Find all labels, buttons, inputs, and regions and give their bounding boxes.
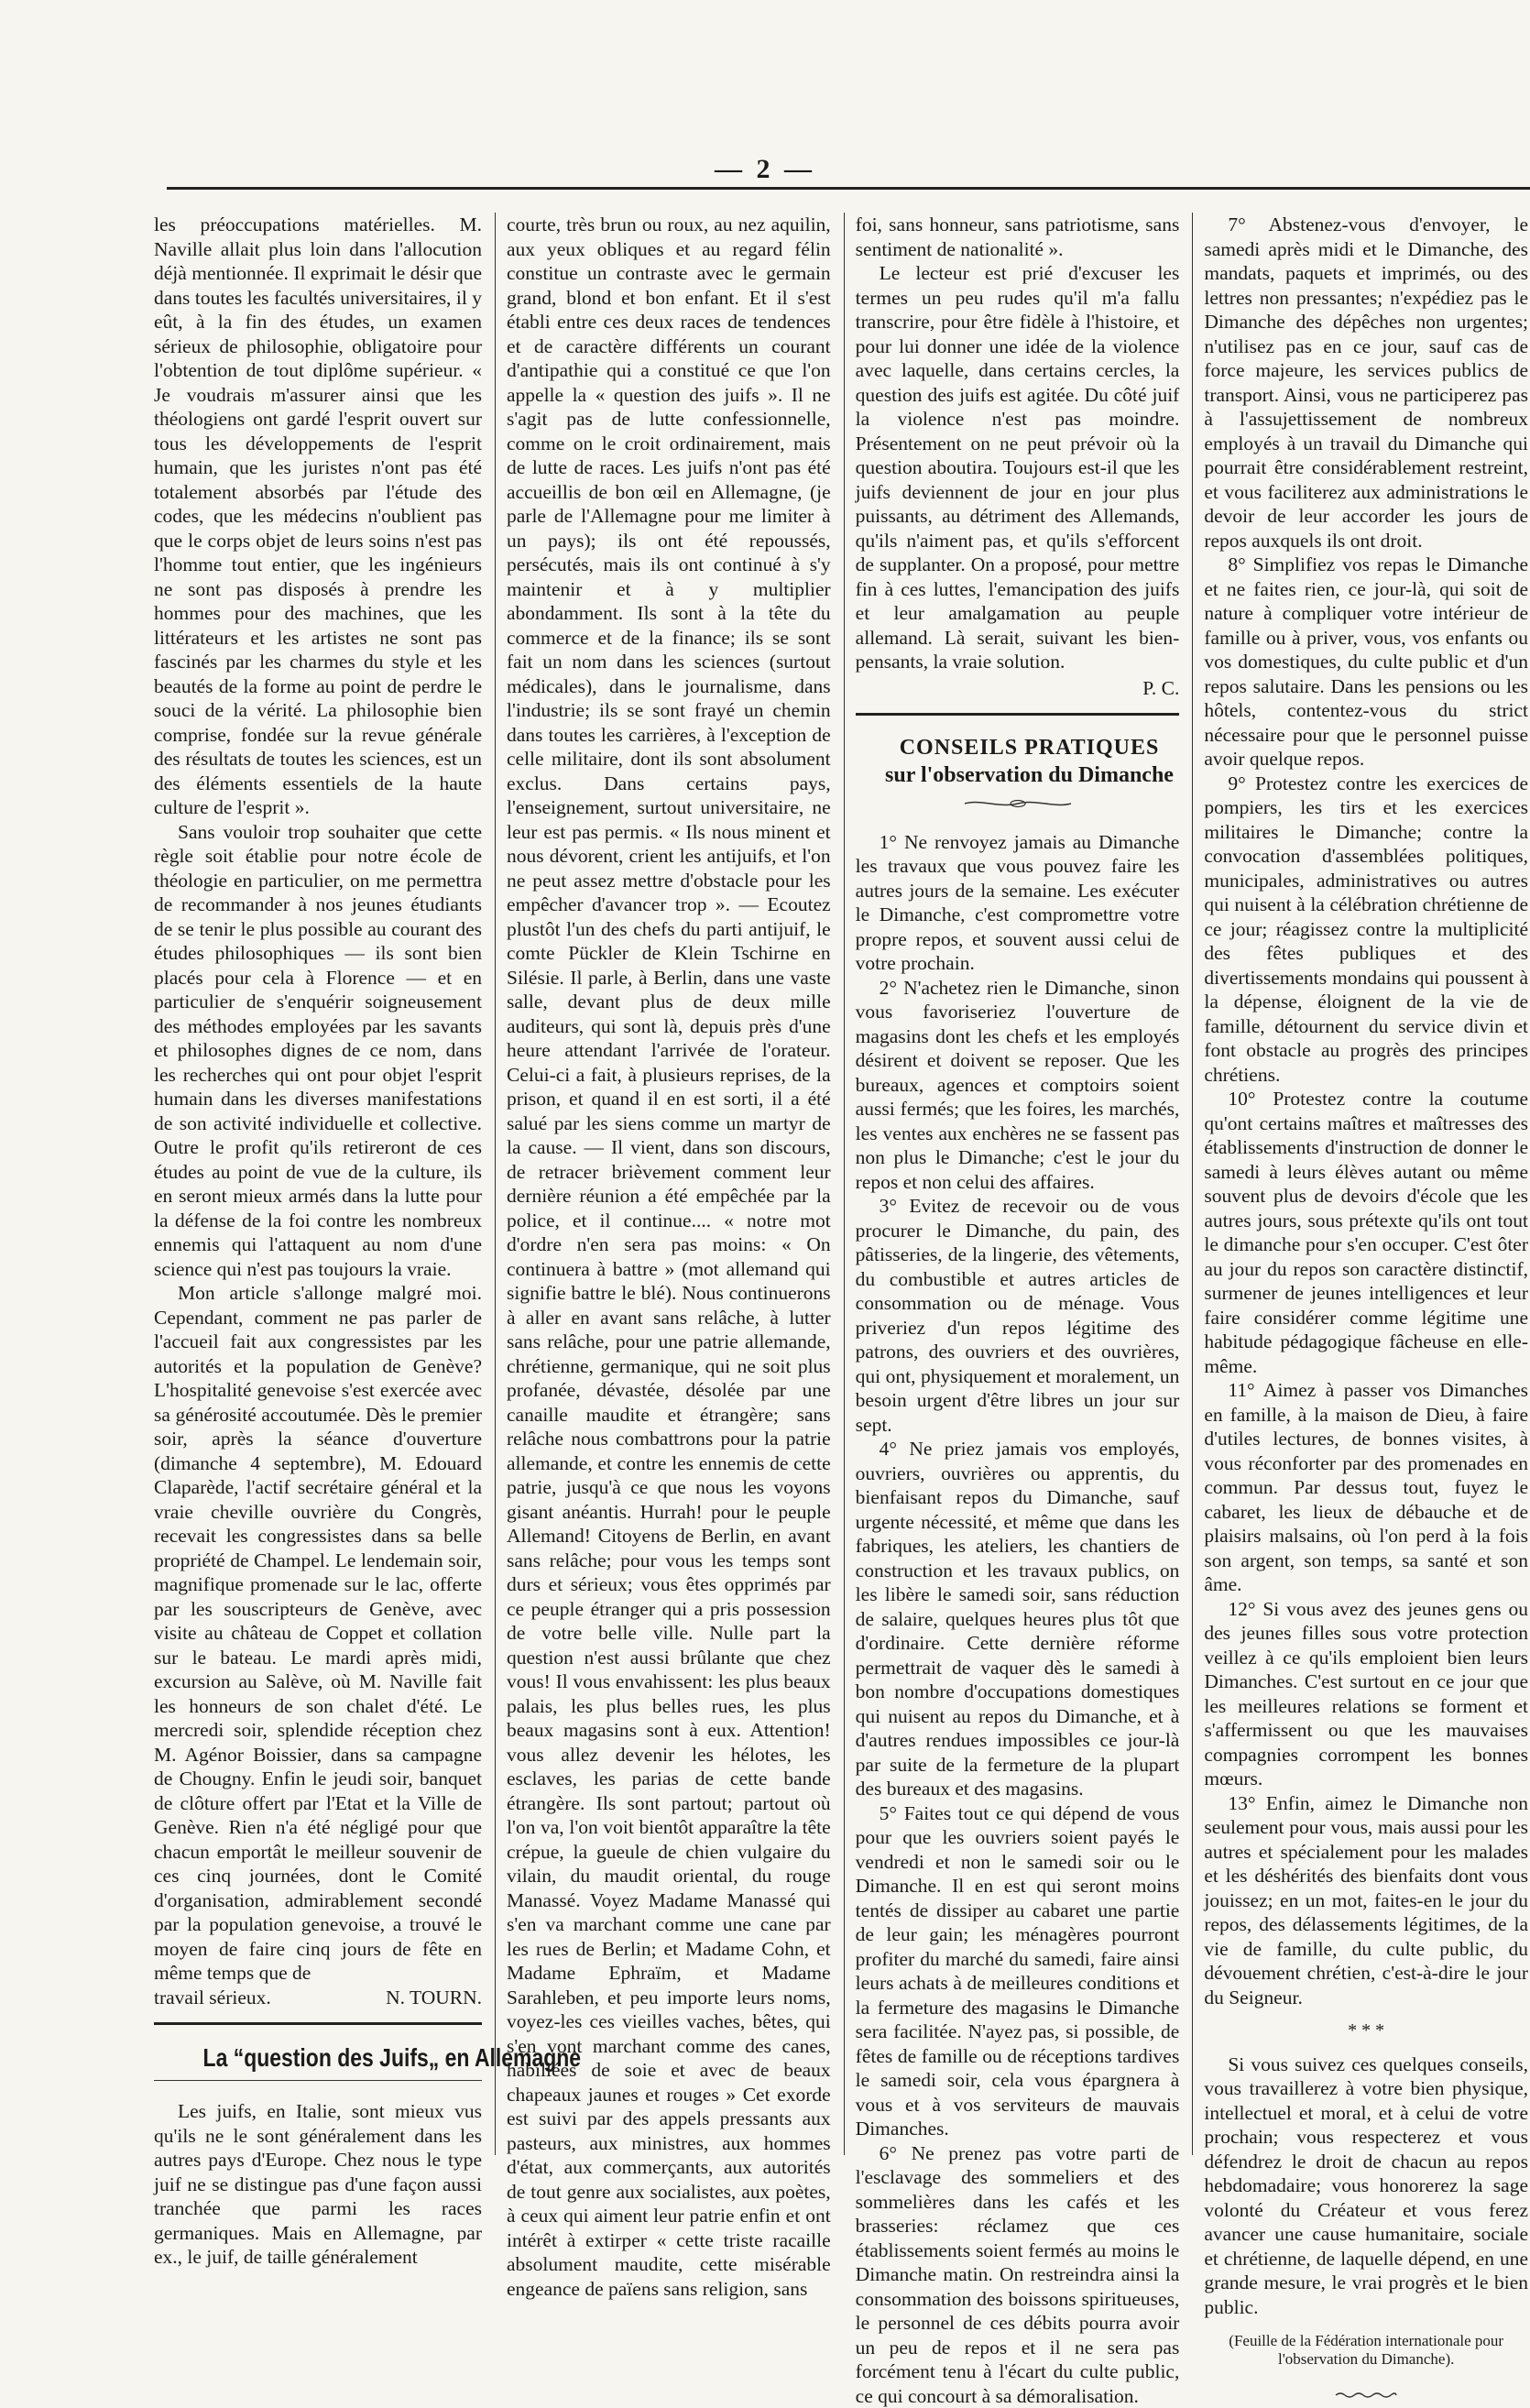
section-title: La “question des Juifs„ en Allemagne (183, 2043, 453, 2073)
paragraph: Le lecteur est prié d'excuser les termes un peu rudes qu'il m'a fallu transcrire, pour être fidèle à l'histoire, et pour lui donner une idée de la violence avec laquelle, dans certains cercles, la question des juifs est agitée. Du côté juif la violence n'est pas moindre. Présentement on ne peut prévoir où la question aboutira. Toujours est-il que les juifs deviennent de jour en jour plus puissants, au détriment des Allemands, qu'ils n'aiment pas, et qu'ils s'efforcent de supplanter. On a proposé, pour mettre fin à ces luttes, l'emancipation des juifs et leur amalgamation au peuple allemand. Là serait, suivant les bien-pensants, la vraie solution. (856, 261, 1180, 674)
asterism: * * * (1204, 2019, 1528, 2043)
paragraph: Mon article s'allonge malgré moi. Cependant, comment ne pas parler de l'accueil fait aux congressistes par les autorités et la population de Genève? L'hospitalité genevoise s'est exercée avec sa générosité accoutumée. Dès le premier soir, après la séance d'ouverture (dimanche 4 septembre), M. Edouard Claparède, l'actif secrétaire général et la vraie cheville ouvrière du Congrès, recevait les congressistes dans sa belle propriété de Champel. Le lendemain soir, magnifique promenade sur le lac, offerte par les souscripteurs de Genève, avec visite au château de Coppet et collation sur le bateau. Le mardi après midi, excursion au Salève, où M. Naville fait les honneurs de son chalet d'été. Le mercredi soir, splendide réception chez M. Agénor Boissier, dans sa campagne de Chougny. Enfin le jeudi soir, banquet de clôture offert par l'Etat et la Ville de Genève. Rien n'a été négligé pour que chacun emportât le meilleur souvenir de ces cinq journées, dont le Comité d'organisation, admirablement secondé par la population genevoise, a trouvé le moyen de faire cinq jours de fête en même temps que de (154, 1281, 482, 1986)
ornament-icon (963, 797, 1073, 810)
advice-item: 1° Ne renvoyez jamais au Dimanche les travaux que vous pouvez faire les autres jours de la semaine. Les exécuter le Dimanche, c'est compromettre votre propre repos, et souvent aussi celui de votre prochain. (856, 830, 1180, 976)
paragraph: les préoccupations matérielles. M. Naville allait plus loin dans l'allocution déjà mentionnée. Il exprimait le désir que dans toutes les facultés universitaires, il y eût, à la fin des études, un examen sérieux de philosophie, obligatoire pour l'obtention de tout diplôme supérieur. « Je voudrais m'assurer ainsi que les théologiens ont gardé l'esprit ouvert sur tous les développements de l'esprit humain, que les juristes n'ont pas été totalement absorbés par l'étude des codes, que les médecins n'oublient pas que le corps objet de leurs soins n'est pas l'homme tout entier, que les ingénieurs ne sont pas disposés à prendre les hommes pour des machines, que les littérateurs et les artistes ne sont pas fascinés par les charmes du style et les beautés de la forme au point de perdre le souci de la vérité. La philosophie bien comprise, fondée sur la revue générale des résultats de toutes les sciences, est un des éléments essentiels de la haute culture de l'esprit ». (154, 213, 482, 820)
paragraph: Sans vouloir trop souhaiter que cette règle soit établie pour notre école de théologie en particulier, on me permettra de recommander à nos jeunes étudiants de se tenir le plus possible au courant des études philosophiques — ils sont bien placés pour cela à Florence — et en particulier de s'enquérir soigneusement des méthodes employées par les savants et philosophes dignes de ce nom, dans les recherches qui ont pour objet l'esprit humain dans les diverses manifestations de son activité individuelle et collective. Outre le profit qu'ils retireront de ces études au point de vue de la culture, ils en seront mieux armés dans la lutte pour la défense de la foi contre les nombreux ennemis qui l'attaquent au nom d'une science qui n'est pas toujours la vraie. (154, 820, 482, 1282)
advice-item: 6° Ne prenez pas votre parti de l'esclavage des sommeliers et des sommelières dans les cafés et les brasseries: réclamez que ces établissements soient fermés au moins le Dimanche matin. On restreindra ainsi la consommation des boissons spiritueuses, le personnel de ces débits pourra avoir un peu de repos et il ne sera pas forcément tenu à l'écart du culte public, ce qui concourt à sa démoralisation. (856, 2141, 1180, 2408)
section-subtitle: sur l'observation du Dimanche (856, 761, 1180, 789)
signature: N. TOURN. (386, 1986, 482, 2010)
advice-item: 12° Si vous avez des jeunes gens ou des jeunes filles sous votre protection veillez à ce qu'ils emploient bien leurs Dimanches. C'est surtout en ce jour que les meilleures relations se forment et s'affermissent ou que les mauvaises compagnies corrompent les bonnes mœurs. (1204, 1597, 1528, 1791)
section-title: CONSEILS PRATIQUES (856, 734, 1180, 761)
article-closing (154, 1986, 482, 2010)
closing-text: travail sérieux. (154, 1986, 271, 2010)
advice-item: 8° Simplifiez vos repas le Dimanche et ne faites rien, ce jour-là, qui soit de nature à compliquer votre intérieur de famille ou à priver, vous, vos enfants ou vos domestiques, du culte public et d'un repos salutaire. Dans les pensions ou les hôtels, contentez-vous du strict nécessaire pour que le personnel puisse avoir quelque repos. (1204, 553, 1528, 772)
paragraph: courte, très brun ou roux, au nez aquilin, aux yeux obliques et au regard félin constitue un contraste avec le germain grand, blond et bon enfant. Et il s'est établi entre ces deux races de tendences et de caractère différents un courant d'antipathie qui a constitué ce que l'on appelle la « question des juifs ». Il ne s'agit pas de lutte confessionnelle, comme on le croit ordinairement, mais de lutte de races. Les juifs n'ont pas été accueillis de bon œil en Allemagne, (je parle de l'Allemagne pour me limiter à un pays); ils ont été repoussés, persécutés, mais ils ont continué à s'y maintenir et à y multiplier abondamment. Ils sont à la tête du commerce et de la finance; ils se sont fait un nom dans les sciences (surtout médicales), dans le journalisme, dans l'industrie; ils se sont frayé un chemin dans toutes les carrières, à l'exception de celle militaire, dont ils sont absolument exclus. Dans certains pays, l'enseignement, surtout universitaire, ne leur est pas permis. « Ils nous minent et nous dévorent, crient les antijuifs, et l'on ne peut assez mettre d'obstacle pour les empêcher d'avancer trop ». — Ecoutez plustôt l'un des chefs du parti antijuif, le comte Pückler de Klein Tschirne en Silésie. Il parle, à Berlin, dans une vaste salle, devant plus de deux mille auditeurs, qui sont là, depuis près d'une heure attendant l'arrivée de l'orateur. Celui-ci a fait, à plusieurs reprises, de la prison, et quand il en est sorti, il a été salué par les siens comme un martyr de la cause. — Il vient, dans son discours, de retracer brièvement comment leur dernière réunion a été empêchée par la police, et il continue.... « notre mot d'ordre n'en sera pas moins: « On continuera à battre » (mot allemand qui signifie battre le blé). Nous continuerons à aller en avant sans relâche, à lutter sans relâche, pour une patrie allemande, chrétienne, germanique, qui ne soit plus profanée, dévastée, désolée par une canaille maudite et étrangère; sans relâche nous combattrons pour la patrie allemande, et contre les ennemis de cette patrie, jusqu'à ce que nous les voyons gisant anéantis. Hurrah! pour le peuple Allemand! Citoyens de Berlin, en avant sans relâche; pour vous les temps sont durs et sérieux; vous êtes opprimés par ce peuple étranger qui a pris possession de votre belle ville. Nulle part la question n'est aussi brûlante que chez vous! Il vous envahissent: les plus beaux palais, les plus belles rues, les plus beaux magasins sont à eux. Attention! vous allez devenir les hélotes, les esclaves, les parias de cette bande étrangère. Ils sont partout; partout où l'on va, l'on voit bientôt apparaître la tête crépue, la gueule de chien vulgaire du vilain, du maudit oriental, du rouge Manassé. Voyez Madame Manassé qui s'en va marchant comme une cane par les rues de Berlin; et Madame Cohn, et Madame Ephraïm, et Madame Sarahleben, et peu importe leurs noms, voyez-les ces vieilles vaches, bêtes, qui s'en vont marchant comme des canes, habillées de soie et avec de beaux chapeaux jaunes et rouges » Cet exorde est suivi par des appels pressants aux pasteurs, aux ministres, aux hommes d'état, aux commerçants, aux autorités de tout genre aux socialistes, aux poètes, à ceux qui aiment leur patrie enfin et ont intérêt à extirper « cette triste racaille absolument maudite, cette misérable engeance de païens sans religion, sans (507, 213, 831, 2301)
column-1 (154, 213, 482, 2155)
advice-item: 4° Ne priez jamais vos employés, ouvriers, ouvrières ou apprentis, du bienfaisant repos du Dimanche, sauf urgente nécessité, et même que dans les fabriques, les ateliers, les chantiers de construction et les travaux publics, on les libère le samedi soir, sans réduction de salaire, quelques heures plus tôt que d'ordinaire. Cette dernière réforme permettrait de vaquer dès le samedi à bon nombre d'occupations domestiques qui nuisent au repos du Dimanche, et à d'autres rendues impossibles ce jour-là par suite de la fermeture de la plupart des bureaux et des magasins. (856, 1437, 1180, 1801)
paragraph: Les juifs, en Italie, sont mieux vus qu'ils ne le sont généralement dans les autres pays d'Europe. Chez nous le type juif ne se distingue pas d'une façon aussi tranchée que parmi les races germaniques. Mais en Allemagne, par ex., le juif, de taille généralement (154, 2099, 482, 2270)
text-columns (154, 213, 1528, 2155)
column-4 (1192, 213, 1528, 2155)
advice-item: 11° Aimez à passer vos Dimanches en famille, à la maison de Dieu, à faire d'utiles lectures, de bonnes visites, à vous réconforter par des promenades en commun. Par dessus tout, fuyez le cabaret, les lieux de débauche et de plaisirs malsains, où l'on perd à la fois son argent, son temps, sa santé et son âme. (1204, 1378, 1528, 1597)
page-number: — 2 — (0, 154, 1530, 185)
section-rule (154, 2022, 482, 2025)
advice-item: 2° N'achetez rien le Dimanche, sinon vous favoriseriez l'ouverture de magasins dont les chefs et les employés désirent et doivent se reposer. Que les bureaux, agences et comptoirs soient aussi fermés; que les foires, les marchés, les ventes aux enchères ne se fassent pas non plus le Dimanche; c'est le jour du repos et non celui des affaires. (856, 976, 1180, 1195)
column-3 (844, 213, 1180, 2155)
header-rule (167, 187, 1530, 190)
title-rule (154, 2080, 482, 2081)
advice-item: 13° Enfin, aimez le Dimanche non seulement pour vous, mais aussi pour les autres et spécialement pour les malades et les déshérités des bienfaits dont vous jouissez; en un mot, faites-en le jour du repos, des délassements légitimes, de la vie de famille, du culte public, du dévouement chrétien, c'est-à-dire le jour du Seigneur. (1204, 1791, 1528, 2010)
advice-item: 10° Protestez contre la coutume qu'ont certains maîtres et maîtresses des établissements d'instruction de donner le samedi à leurs élèves autant ou même souvent plus de devoirs d'école que les autres jours, sous prétexte qu'ils ont tout le dimanche pour s'en occuper. C'est ôter au jour du repos son caractère distinctif, surmener de jeunes intelligences et leur faire considérer comme légitime une habitude pédagogique fâcheuse en elle-même. (1204, 1087, 1528, 1378)
ornament-divider (856, 793, 1180, 817)
column-2 (495, 213, 831, 2155)
section-rule (856, 713, 1180, 716)
paragraph: foi, sans honneur, sans patriotisme, sans sentiment de nationalité ». (856, 213, 1180, 261)
advice-item: 7° Abstenez-vous d'envoyer, le samedi après midi et le Dimanche, des mandats, paquets et imprimés, ou des lettres non pressantes; n'expédiez pas le Dimanche des dépêches non urgentes; n'utilisez pas en ce jour, sauf cas de force majeure, les services publics de transport. Ainsi, vous ne participerez pas à l'assujettissement de nombreux employés à un travail du Dimanche qui pourrait être considérablement restreint, et vous faciliterez aux administrations le devoir de leur accorder les jours de repos auxquels ils ont droit. (1204, 213, 1528, 553)
signature: P. C. (856, 676, 1180, 701)
end-ornament (1204, 2381, 1528, 2406)
advice-item: 5° Faites tout ce qui dépend de vous pour que les ouvriers soient payés le vendredi et non le samedi soir ou le Dimanche. Il en est qui seront moins tentés de dissiper au cabaret une partie de leur gain; les ménagères pourront profiter du marché du samedi, faire ainsi leurs achats à de meilleures conditions et la fermeture des magasins le Dimanche sera facilitée. N'ayez pas, si possible, de fêtes de famille ou de réceptions tardives le samedi soir, cela vous épargnera à vous et à vos serviteurs de mauvais Dimanches. (856, 1801, 1180, 2141)
advice-item: 3° Evitez de recevoir ou de vous procurer le Dimanche, du pain, des pâtisseries, de la lingerie, des vêtements, du combustible et autres articles de consommation ou de ménage. Vous priveriez d'un repos légitime des patrons, des ouvriers et des ouvrières, qui ont, physiquement et moralement, un besoin urgent d'être libres un jour sur sept. (856, 1194, 1180, 1437)
paragraph: Si vous suivez ces quelques conseils, vous travaillerez à votre bien physique, intellectuel et moral, et à celui de votre prochain; vous respecterez et vous défendrez le droit de chacun au repos hebdomadaire; vous honorerez la sage volonté du Créateur et vous ferez avancer une cause humanitaire, sociale et chrétienne, de laquelle dépend, en une grande mesure, le vrai progrès et le bien public. (1204, 2052, 1528, 2320)
squiggle-icon (1334, 2391, 1398, 2400)
source-note: (Feuille de la Fédération internationale pour l'observation du Dimanche). (1204, 2332, 1528, 2369)
advice-item: 9° Protestez contre les exercices de pompiers, les tirs et les exercices militaires le Dimanche; contre la convocation d'assemblées politiques, municipales, administratives ou autres qui nuisent à la célébration chrétienne de ce jour; réagissez contre la multiplicité des fêtes publiques et des divertissements mondains qui poussent à la dépense, éloignent de la vie de famille, détournent du service divin et font obstacle au progrès des principes chrétiens. (1204, 772, 1528, 1088)
